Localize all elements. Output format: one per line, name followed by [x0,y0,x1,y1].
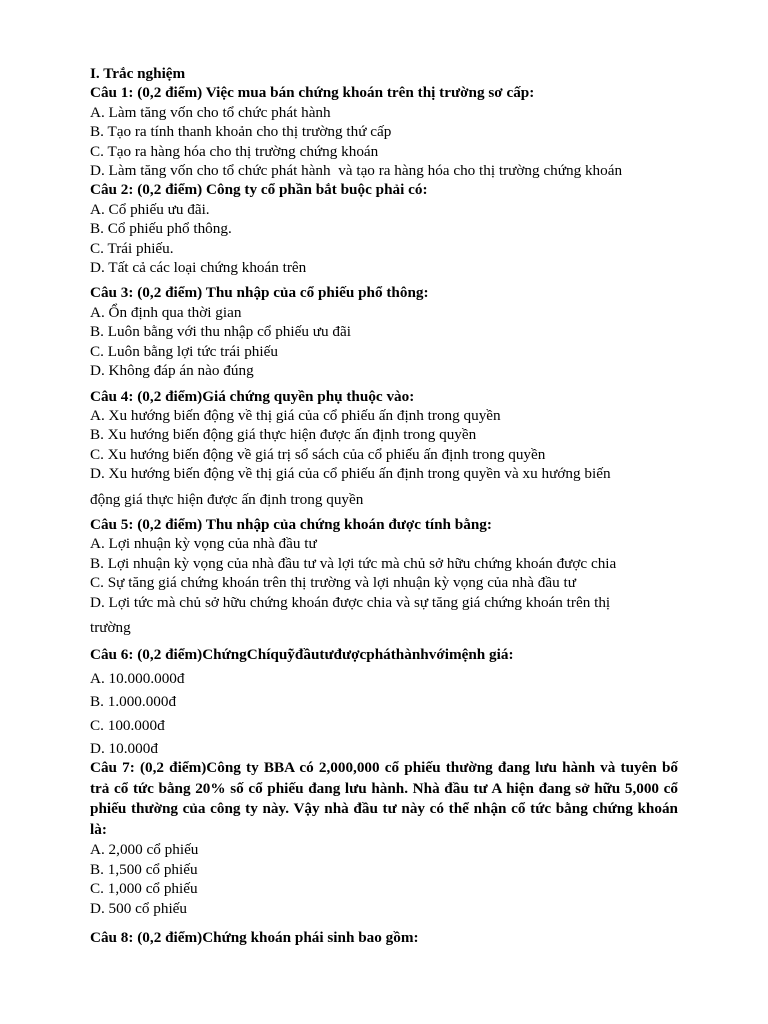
q4-option-d-continuation: động giá thực hiện được ấn định trong quyền [90,490,364,508]
document-body [90,64,678,947]
q4-option-c: C. Xu hướng biến động về giá trị sổ sách của cổ phiếu ấn định trong quyền [90,445,546,463]
q2-option-d: D. Tất cả các loại chứng khoán trên [90,259,307,277]
q2-option-c: C. Trái phiếu. [90,239,174,257]
question-1: Câu 1: (0,2 điểm) Việc mua bán chứng khoán trên thị trường sơ cấp: [90,84,535,102]
q5-option-c: C. Sự tăng giá chứng khoán trên thị trường và lợi nhuận kỳ vọng của nhà đầu tư [90,574,576,592]
q6-option-c: C. 100.000đ [90,716,165,734]
q4-option-b: B. Xu hướng biến động giá thực hiện được ấn định trong quyền [90,426,477,444]
question-7: Câu 7: (0,2 điểm)Công ty BBA có 2,000,000 cổ phiếu thường đang lưu hành và tuyên bố trả cổ tức bằng 20% số cổ phiếu đang lưu hành. Nhà đầu tư A hiện đang sở hữu 5,000 cổ phiếu thường của công ty này. Vậy nhà đầu tư này có thể nhận cổ tức bằng chứng khoán là: [90,759,678,838]
q1-option-b: B. Tạo ra tính thanh khoản cho thị trường thứ cấp [90,123,392,141]
q4-option-a: A. Xu hướng biến động về thị giá của cổ phiếu ấn định trong quyền [90,406,501,424]
q3-option-a: A. Ổn định qua thời gian [90,303,242,321]
q6-option-a: A. 10.000.000đ [90,669,185,687]
q5-option-d: D. Lợi tức mà chủ sở hữu chứng khoán được chia và sự tăng giá chứng khoán trên thị [90,593,611,611]
question-5: Câu 5: (0,2 điểm) Thu nhập của chứng khoán được tính bằng: [90,515,492,533]
q1-option-a: A. Làm tăng vốn cho tổ chức phát hành [90,103,331,121]
q3-option-d: D. Không đáp án nào đúng [90,362,254,380]
question-8: Câu 8: (0,2 điểm)Chứng khoán phái sinh bao gồm: [90,929,419,947]
question-2: Câu 2: (0,2 điểm) Công ty cổ phần bắt buộc phải có: [90,181,428,199]
q1-option-d: D. Làm tăng vốn cho tổ chức phát hành và tạo ra hàng hóa cho thị trường chứng khoán [90,162,623,180]
question-4: Câu 4: (0,2 điểm)Giá chứng quyền phụ thuộc vào: [90,387,415,405]
q4-option-d: D. Xu hướng biến động về thị giá của cổ phiếu ấn định trong quyền và xu hướng biến [90,465,611,483]
q7-option-b: B. 1,500 cổ phiếu [90,860,198,878]
q5-option-a: A. Lợi nhuận kỳ vọng của nhà đầu tư [90,535,317,553]
q2-option-a: A. Cổ phiếu ưu đãi. [90,200,210,218]
q5-option-d-continuation: trường [90,618,131,636]
q6-option-b: B. 1.000.000đ [90,693,177,711]
q7-option-d: D. 500 cổ phiếu [90,899,188,917]
question-3: Câu 3: (0,2 điểm) Thu nhập của cổ phiếu phổ thông: [90,284,429,302]
q6-option-d: D. 10.000đ [90,740,158,757]
q3-option-c: C. Luôn bằng lợi tức trái phiếu [90,342,278,360]
q3-option-b: B. Luôn bằng với thu nhập cổ phiếu ưu đãi [90,323,351,341]
q5-option-b: B. Lợi nhuận kỳ vọng của nhà đầu tư và lợi tức mà chủ sở hữu chứng khoán được chia [90,554,617,572]
q7-option-a: A. 2,000 cổ phiếu [90,841,199,859]
q7-option-c: C. 1,000 cổ phiếu [90,880,198,898]
question-6: Câu 6: (0,2 điểm)ChứngChíquỹđầutưđượcpháthànhvớimệnh giá: [90,646,514,664]
q1-option-c: C. Tạo ra hàng hóa cho thị trường chứng khoán [90,142,379,160]
q2-option-b: B. Cổ phiếu phổ thông. [90,220,232,238]
section-title: I. Trắc nghiệm [90,65,186,82]
